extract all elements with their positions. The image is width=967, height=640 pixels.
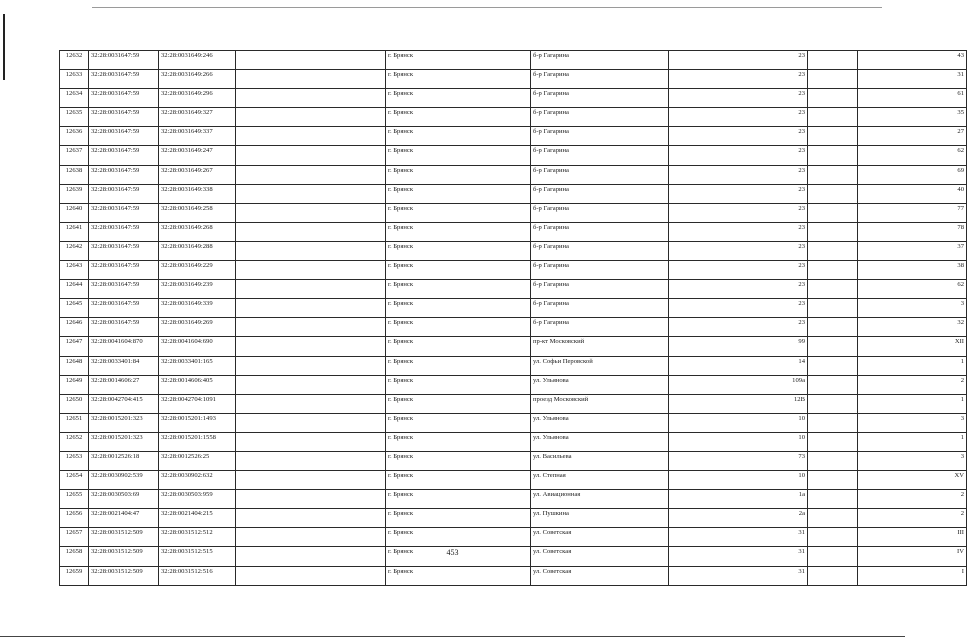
table-row [60,222,967,241]
empty-cell [808,241,858,260]
table-row [60,280,967,299]
city-cell: г. Брянск [386,356,531,375]
city-cell: г. Брянск [386,203,531,222]
object-cadastral-cell: 32:28:0031649:337 [159,127,236,146]
apartment-cell: IV [858,547,967,566]
object-cadastral-cell: 32:28:0031649:268 [159,222,236,241]
city-cell: г. Брянск [386,432,531,451]
empty-cell [236,127,386,146]
apartment-cell: 69 [858,165,967,184]
house-number-cell: 12В [669,394,808,413]
object-cadastral-cell: 32:28:0021404:215 [159,509,236,528]
apartment-cell: 62 [858,280,967,299]
table-row [60,261,967,280]
house-number-cell: 23 [669,184,808,203]
empty-cell [236,337,386,356]
row-number-cell: 12636 [60,127,89,146]
row-number-cell: 12656 [60,509,89,528]
street-cell: б-р Гагарина [531,70,669,89]
empty-cell [808,51,858,70]
empty-cell [808,451,858,470]
object-cadastral-cell: 32:28:0031649:229 [159,261,236,280]
empty-cell [808,394,858,413]
row-number-cell: 12659 [60,566,89,585]
apartment-cell: 40 [858,184,967,203]
apartment-cell: I [858,566,967,585]
empty-cell [236,566,386,585]
city-cell: г. Брянск [386,51,531,70]
table-row [60,203,967,222]
street-cell: ул. Ульянова [531,413,669,432]
apartment-cell: III [858,528,967,547]
parcel-cadastral-cell: 32:28:0030902:539 [89,471,159,490]
apartment-cell: 1 [858,394,967,413]
parcel-cadastral-cell: 32:28:0031647:59 [89,89,159,108]
apartment-cell: 2 [858,509,967,528]
street-cell: б-р Гагарина [531,203,669,222]
object-cadastral-cell: 32:28:0014606:405 [159,375,236,394]
object-cadastral-cell: 32:28:0031649:327 [159,108,236,127]
empty-cell [808,222,858,241]
empty-cell [808,89,858,108]
street-cell: б-р Гагарина [531,127,669,146]
table-row [60,89,967,108]
empty-cell [236,471,386,490]
empty-cell [808,471,858,490]
street-cell: б-р Гагарина [531,89,669,108]
empty-cell [236,261,386,280]
parcel-cadastral-cell: 32:28:0033401:84 [89,356,159,375]
empty-cell [236,413,386,432]
table-row [60,318,967,337]
row-number-cell: 12633 [60,70,89,89]
house-number-cell: 23 [669,261,808,280]
table-row [60,509,967,528]
apartment-cell: 1 [858,356,967,375]
object-cadastral-cell: 32:28:0031649:239 [159,280,236,299]
house-number-cell: 31 [669,547,808,566]
apartment-cell: 62 [858,146,967,165]
street-cell: б-р Гагарина [531,299,669,318]
row-number-cell: 12641 [60,222,89,241]
empty-cell [236,70,386,89]
street-cell: б-р Гагарина [531,280,669,299]
table-row [60,146,967,165]
parcel-cadastral-cell: 32:28:0031647:59 [89,108,159,127]
object-cadastral-cell: 32:28:0012526:25 [159,451,236,470]
apartment-cell: 43 [858,51,967,70]
empty-cell [808,127,858,146]
row-number-cell: 12644 [60,280,89,299]
city-cell: г. Брянск [386,280,531,299]
parcel-cadastral-cell: 32:28:0012526:18 [89,451,159,470]
city-cell: г. Брянск [386,509,531,528]
apartment-cell: XV [858,471,967,490]
empty-cell [236,490,386,509]
apartment-cell: 27 [858,127,967,146]
street-cell: проезд Московский [531,394,669,413]
empty-cell [808,490,858,509]
row-number-cell: 12640 [60,203,89,222]
apartment-cell: 3 [858,299,967,318]
city-cell: г. Брянск [386,528,531,547]
table-row [60,566,967,585]
row-number-cell: 12653 [60,451,89,470]
street-cell: ул. Ульянова [531,375,669,394]
table-row [60,127,967,146]
object-cadastral-cell: 32:28:0031512:516 [159,566,236,585]
apartment-cell: 61 [858,89,967,108]
row-number-cell: 12643 [60,261,89,280]
city-cell: г. Брянск [386,184,531,203]
house-number-cell: 10 [669,413,808,432]
object-cadastral-cell: 32:28:0031649:339 [159,299,236,318]
house-number-cell: 2а [669,509,808,528]
object-cadastral-cell: 32:28:0031649:267 [159,165,236,184]
empty-cell [236,528,386,547]
empty-cell [808,432,858,451]
apartment-cell: XII [858,337,967,356]
empty-cell [808,509,858,528]
street-cell: б-р Гагарина [531,51,669,70]
apartment-cell: 32 [858,318,967,337]
row-number-cell: 12650 [60,394,89,413]
row-number-cell: 12658 [60,547,89,566]
table-row [60,413,967,432]
street-cell: ул. Авиационная [531,490,669,509]
house-number-cell: 23 [669,108,808,127]
table-row [60,337,967,356]
table-row [60,490,967,509]
city-cell: г. Брянск [386,165,531,184]
row-number-cell: 12652 [60,432,89,451]
city-cell: г. Брянск [386,146,531,165]
street-cell: б-р Гагарина [531,165,669,184]
table-row [60,471,967,490]
city-cell: г. Брянск [386,451,531,470]
empty-cell [236,356,386,375]
object-cadastral-cell: 32:28:0015201:1558 [159,432,236,451]
apartment-cell: 1 [858,432,967,451]
apartment-cell: 37 [858,241,967,260]
table-row [60,528,967,547]
empty-cell [236,222,386,241]
house-number-cell: 23 [669,89,808,108]
city-cell: г. Брянск [386,413,531,432]
apartment-cell: 78 [858,222,967,241]
object-cadastral-cell: 32:28:0031649:247 [159,146,236,165]
empty-cell [236,280,386,299]
street-cell: пр-кт Московский [531,337,669,356]
empty-cell [808,528,858,547]
empty-cell [236,509,386,528]
parcel-cadastral-cell: 32:28:0031647:59 [89,127,159,146]
city-cell: г. Брянск [386,108,531,127]
object-cadastral-cell: 32:28:0042704:1091 [159,394,236,413]
apartment-cell: 77 [858,203,967,222]
house-number-cell: 23 [669,241,808,260]
empty-cell [808,337,858,356]
empty-cell [236,432,386,451]
apartment-cell: 35 [858,108,967,127]
street-cell: ул. Советская [531,566,669,585]
city-cell: г. Брянск [386,547,531,566]
street-cell: ул. Пушкина [531,509,669,528]
empty-cell [808,70,858,89]
empty-cell [236,451,386,470]
empty-cell [808,184,858,203]
table-row [60,451,967,470]
house-number-cell: 23 [669,203,808,222]
object-cadastral-cell: 32:28:0031649:338 [159,184,236,203]
row-number-cell: 12637 [60,146,89,165]
empty-cell [808,375,858,394]
object-cadastral-cell: 32:28:0031512:515 [159,547,236,566]
parcel-cadastral-cell: 32:28:0031647:59 [89,146,159,165]
house-number-cell: 23 [669,146,808,165]
empty-cell [236,299,386,318]
object-cadastral-cell: 32:28:0031512:512 [159,528,236,547]
house-number-cell: 23 [669,165,808,184]
street-cell: б-р Гагарина [531,261,669,280]
empty-cell [808,108,858,127]
table-row [60,394,967,413]
row-number-cell: 12649 [60,375,89,394]
parcel-cadastral-cell: 32:28:0031647:59 [89,318,159,337]
house-number-cell: 23 [669,299,808,318]
empty-cell [808,413,858,432]
parcel-cadastral-cell: 32:28:0031647:59 [89,165,159,184]
street-cell: ул. Советская [531,547,669,566]
row-number-cell: 12645 [60,299,89,318]
street-cell: ул. Софьи Перовской [531,356,669,375]
row-number-cell: 12651 [60,413,89,432]
parcel-cadastral-cell: 32:28:0015201:323 [89,413,159,432]
parcel-cadastral-cell: 32:28:0031512:509 [89,528,159,547]
empty-cell [236,394,386,413]
city-cell: г. Брянск [386,394,531,413]
table-row [60,165,967,184]
empty-cell [808,299,858,318]
parcel-cadastral-cell: 32:28:0031647:59 [89,241,159,260]
empty-cell [808,146,858,165]
row-number-cell: 12647 [60,337,89,356]
house-number-cell: 31 [669,566,808,585]
parcel-cadastral-cell: 32:28:0031647:59 [89,299,159,318]
apartment-cell: 2 [858,490,967,509]
city-cell: г. Брянск [386,241,531,260]
street-cell: б-р Гагарина [531,184,669,203]
street-cell: ул. Степная [531,471,669,490]
row-number-cell: 12642 [60,241,89,260]
row-number-cell: 12634 [60,89,89,108]
empty-cell [808,261,858,280]
city-cell: г. Брянск [386,89,531,108]
object-cadastral-cell: 32:28:0031649:258 [159,203,236,222]
empty-cell [808,356,858,375]
row-number-cell: 12639 [60,184,89,203]
table-row [60,432,967,451]
city-cell: г. Брянск [386,375,531,394]
empty-cell [236,203,386,222]
table-row [60,184,967,203]
empty-cell [808,318,858,337]
row-number-cell: 12635 [60,108,89,127]
table-body [60,51,967,586]
empty-cell [236,108,386,127]
object-cadastral-cell: 32:28:0031649:269 [159,318,236,337]
table-row [60,356,967,375]
object-cadastral-cell: 32:28:0030503:959 [159,490,236,509]
house-number-cell: 31 [669,528,808,547]
parcel-cadastral-cell: 32:28:0031647:59 [89,184,159,203]
empty-cell [236,89,386,108]
binding-mark [3,14,5,80]
house-number-cell: 10 [669,432,808,451]
parcel-cadastral-cell: 32:28:0031647:59 [89,203,159,222]
row-number-cell: 12654 [60,471,89,490]
street-cell: б-р Гагарина [531,108,669,127]
object-cadastral-cell: 32:28:0030902:632 [159,471,236,490]
parcel-cadastral-cell: 32:28:0014606:27 [89,375,159,394]
object-cadastral-cell: 32:28:0031649:266 [159,70,236,89]
city-cell: г. Брянск [386,337,531,356]
parcel-cadastral-cell: 32:28:0041604:870 [89,337,159,356]
empty-cell [236,146,386,165]
apartment-cell: 38 [858,261,967,280]
row-number-cell: 12646 [60,318,89,337]
street-cell: б-р Гагарина [531,241,669,260]
table-row [60,375,967,394]
parcel-cadastral-cell: 32:28:0031647:59 [89,51,159,70]
row-number-cell: 12632 [60,51,89,70]
empty-cell [808,165,858,184]
empty-cell [236,184,386,203]
parcel-cadastral-cell: 32:28:0031647:59 [89,70,159,89]
city-cell: г. Брянск [386,299,531,318]
house-number-cell: 99 [669,337,808,356]
house-number-cell: 23 [669,70,808,89]
street-cell: б-р Гагарина [531,222,669,241]
page-number: 453 [446,548,459,557]
empty-cell [236,51,386,70]
object-cadastral-cell: 32:28:0015201:1493 [159,413,236,432]
table-row [60,108,967,127]
parcel-cadastral-cell: 32:28:0031647:59 [89,222,159,241]
house-number-cell: 10 [669,471,808,490]
top-rule [92,7,882,8]
street-cell: ул. Советская [531,528,669,547]
street-cell: б-р Гагарина [531,318,669,337]
parcel-cadastral-cell: 32:28:0030503:69 [89,490,159,509]
street-cell: б-р Гагарина [531,146,669,165]
table-row [60,51,967,70]
house-number-cell: 23 [669,222,808,241]
object-cadastral-cell: 32:28:0033401:165 [159,356,236,375]
parcel-cadastral-cell: 32:28:0015201:323 [89,432,159,451]
house-number-cell: 73 [669,451,808,470]
house-number-cell: 14 [669,356,808,375]
empty-cell [808,280,858,299]
city-cell: г. Брянск [386,490,531,509]
city-cell: г. Брянск [386,127,531,146]
object-cadastral-cell: 32:28:0041604:690 [159,337,236,356]
parcel-cadastral-cell: 32:28:0021404:47 [89,509,159,528]
object-cadastral-cell: 32:28:0031649:246 [159,51,236,70]
house-number-cell: 23 [669,127,808,146]
city-cell: г. Брянск [386,70,531,89]
city-cell: г. Брянск [386,261,531,280]
city-cell: г. Брянск [386,566,531,585]
house-number-cell: 109а [669,375,808,394]
empty-cell [236,318,386,337]
empty-cell [808,566,858,585]
parcel-cadastral-cell: 32:28:0031647:59 [89,261,159,280]
house-number-cell: 23 [669,280,808,299]
table-row [60,70,967,89]
row-number-cell: 12655 [60,490,89,509]
street-cell: ул. Ульянова [531,432,669,451]
property-registry-table [59,50,967,586]
parcel-cadastral-cell: 32:28:0031647:59 [89,280,159,299]
apartment-cell: 3 [858,451,967,470]
street-cell: ул. Васильева [531,451,669,470]
empty-cell [236,241,386,260]
empty-cell [236,165,386,184]
city-cell: г. Брянск [386,318,531,337]
object-cadastral-cell: 32:28:0031649:296 [159,89,236,108]
house-number-cell: 1а [669,490,808,509]
house-number-cell: 23 [669,318,808,337]
empty-cell [808,203,858,222]
apartment-cell: 31 [858,70,967,89]
city-cell: г. Брянск [386,471,531,490]
parcel-cadastral-cell: 32:28:0031512:509 [89,547,159,566]
bottom-rule [0,636,905,637]
house-number-cell: 23 [669,51,808,70]
city-cell: г. Брянск [386,222,531,241]
parcel-cadastral-cell: 32:28:0042704:415 [89,394,159,413]
table-row [60,299,967,318]
row-number-cell: 12657 [60,528,89,547]
apartment-cell: 3 [858,413,967,432]
object-cadastral-cell: 32:28:0031649:288 [159,241,236,260]
table-row [60,241,967,260]
row-number-cell: 12638 [60,165,89,184]
empty-cell [236,375,386,394]
apartment-cell: 2 [858,375,967,394]
parcel-cadastral-cell: 32:28:0031512:509 [89,566,159,585]
row-number-cell: 12648 [60,356,89,375]
